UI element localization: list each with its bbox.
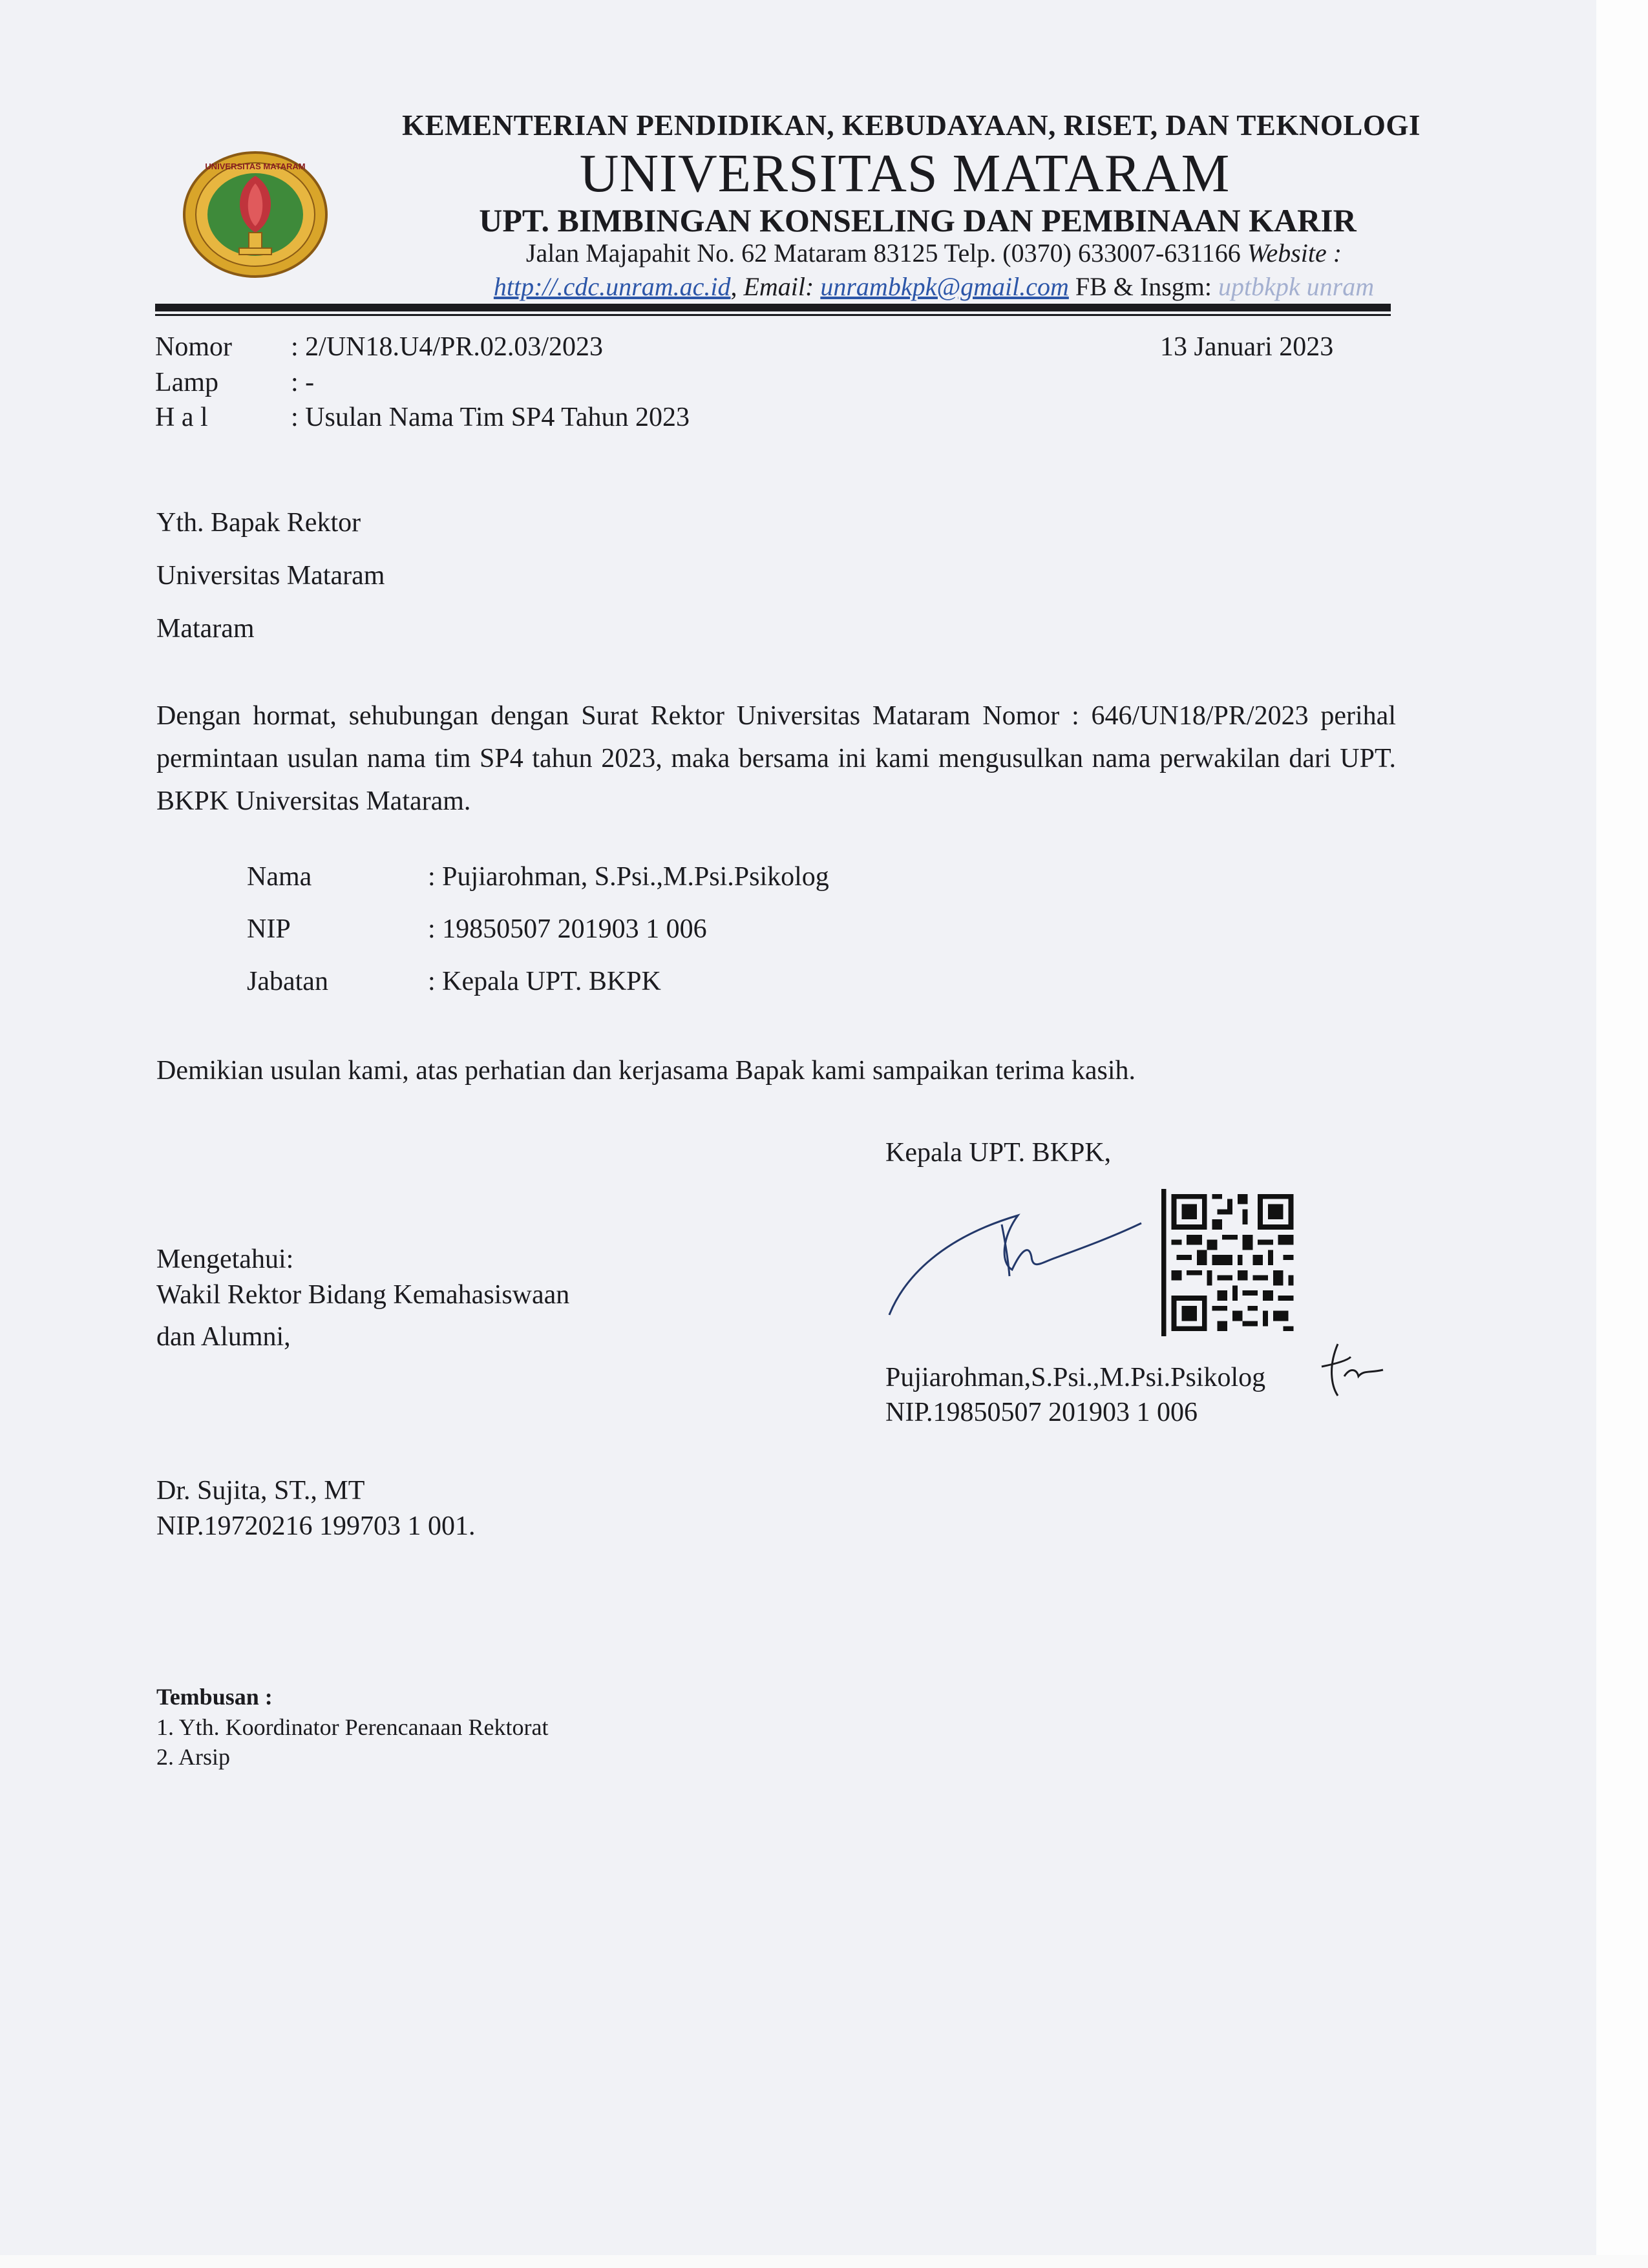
- paraf-initial-icon: [1312, 1341, 1389, 1402]
- recipient-line-2: Universitas Mataram: [156, 561, 385, 591]
- address-text: Jalan Majapahit No. 62 Mataram 83125 Telp. (0370) 633007-631166: [525, 238, 1241, 268]
- letterhead-divider-thick: [155, 304, 1391, 311]
- nomor-value: : 2/UN18.U4/PR.02.03/2023: [291, 332, 604, 362]
- handwritten-signature: [885, 1199, 1157, 1321]
- lamp-label: Lamp: [155, 368, 218, 397]
- tembusan-label: Tembusan :: [156, 1684, 273, 1710]
- acknowledge-label: Mengetahui:: [156, 1244, 294, 1274]
- letterhead-divider-thin: [155, 314, 1391, 316]
- detail-label-nip: NIP: [247, 914, 291, 944]
- university-name: UNIVERSITAS MATARAM: [579, 143, 1231, 204]
- detail-value-nama: : Pujiarohman, S.Psi.,M.Psi.Psikolog: [428, 862, 829, 892]
- detail-value-jabatan: : Kepala UPT. BKPK: [428, 967, 661, 996]
- signer-title: Kepala UPT. BKPK,: [885, 1138, 1112, 1168]
- recipient-line-3: Mataram: [156, 614, 255, 644]
- social-handle: uptbkpk unram: [1218, 272, 1375, 301]
- scan-margin: [1596, 0, 1648, 2268]
- closing-sentence: Demikian usulan kami, atas perhatian dan kerjasama Bapak kami sampaikan terima kasih.: [156, 1056, 1136, 1086]
- body-paragraph: Dengan hormat, sehubungan dengan Surat Rektor Universitas Mataram Nomor : 646/UN18/PR/2023 perihal permintaan usulan nama tim SP4 tahun 2023, maka bersama ini kami mengusulkan nama perwakilan dari UPT. BKPK Universitas Mataram.: [156, 701, 1396, 816]
- social-label: FB & Insgm:: [1075, 272, 1212, 301]
- acknowledge-title-2: dan Alumni,: [156, 1322, 291, 1352]
- qr-code-icon: [1160, 1189, 1300, 1336]
- detail-label-nama: Nama: [247, 862, 312, 892]
- email-label: Email:: [743, 272, 814, 301]
- website-link[interactable]: http://.cdc.unram.ac.id: [493, 272, 731, 301]
- ministry-name: KEMENTERIAN PENDIDIKAN, KEBUDAYAAN, RISET, DAN TEKNOLOGI: [402, 109, 1421, 142]
- website-label: Website :: [1247, 238, 1342, 268]
- letter-date: 13 Januari 2023: [1160, 332, 1334, 362]
- acknowledge-name: Dr. Sujita, ST., MT: [156, 1476, 365, 1506]
- acknowledge-nip: NIP.19720216 199703 1 001.: [156, 1511, 476, 1541]
- detail-value-nip: : 19850507 201903 1 006: [428, 914, 707, 944]
- address-line: [0, 238, 1648, 268]
- lamp-value: : -: [291, 368, 315, 397]
- signer-nip: NIP.19850507 201903 1 006: [885, 1398, 1198, 1427]
- scan-bottom-margin: [0, 2255, 1648, 2268]
- hal-value: : Usulan Nama Tim SP4 Tahun 2023: [291, 403, 690, 432]
- recipient-line-1: Yth. Bapak Rektor: [156, 508, 361, 538]
- unit-name: UPT. BIMBINGAN KONSELING DAN PEMBINAAN KARIR: [479, 202, 1357, 238]
- tembusan-item-2: 2. Arsip: [156, 1744, 231, 1770]
- svg-text:UNIVERSITAS MATARAM: UNIVERSITAS MATARAM: [205, 162, 306, 171]
- contact-line: http://.cdc.unram.ac.id, Email: unrambkpk@gmail.com FB & Insgm: uptbkpk unram: [493, 272, 1375, 301]
- hal-label: H a l: [155, 403, 208, 432]
- detail-label-jabatan: Jabatan: [247, 967, 328, 996]
- signer-name: Pujiarohman,S.Psi.,M.Psi.Psikolog: [885, 1363, 1266, 1392]
- nomor-label: Nomor: [155, 332, 232, 362]
- email-link[interactable]: unrambkpk@gmail.com: [820, 272, 1069, 301]
- tembusan-item-1: 1. Yth. Koordinator Perencanaan Rektorat: [156, 1714, 549, 1740]
- acknowledge-title-1: Wakil Rektor Bidang Kemahasiswaan: [156, 1280, 570, 1310]
